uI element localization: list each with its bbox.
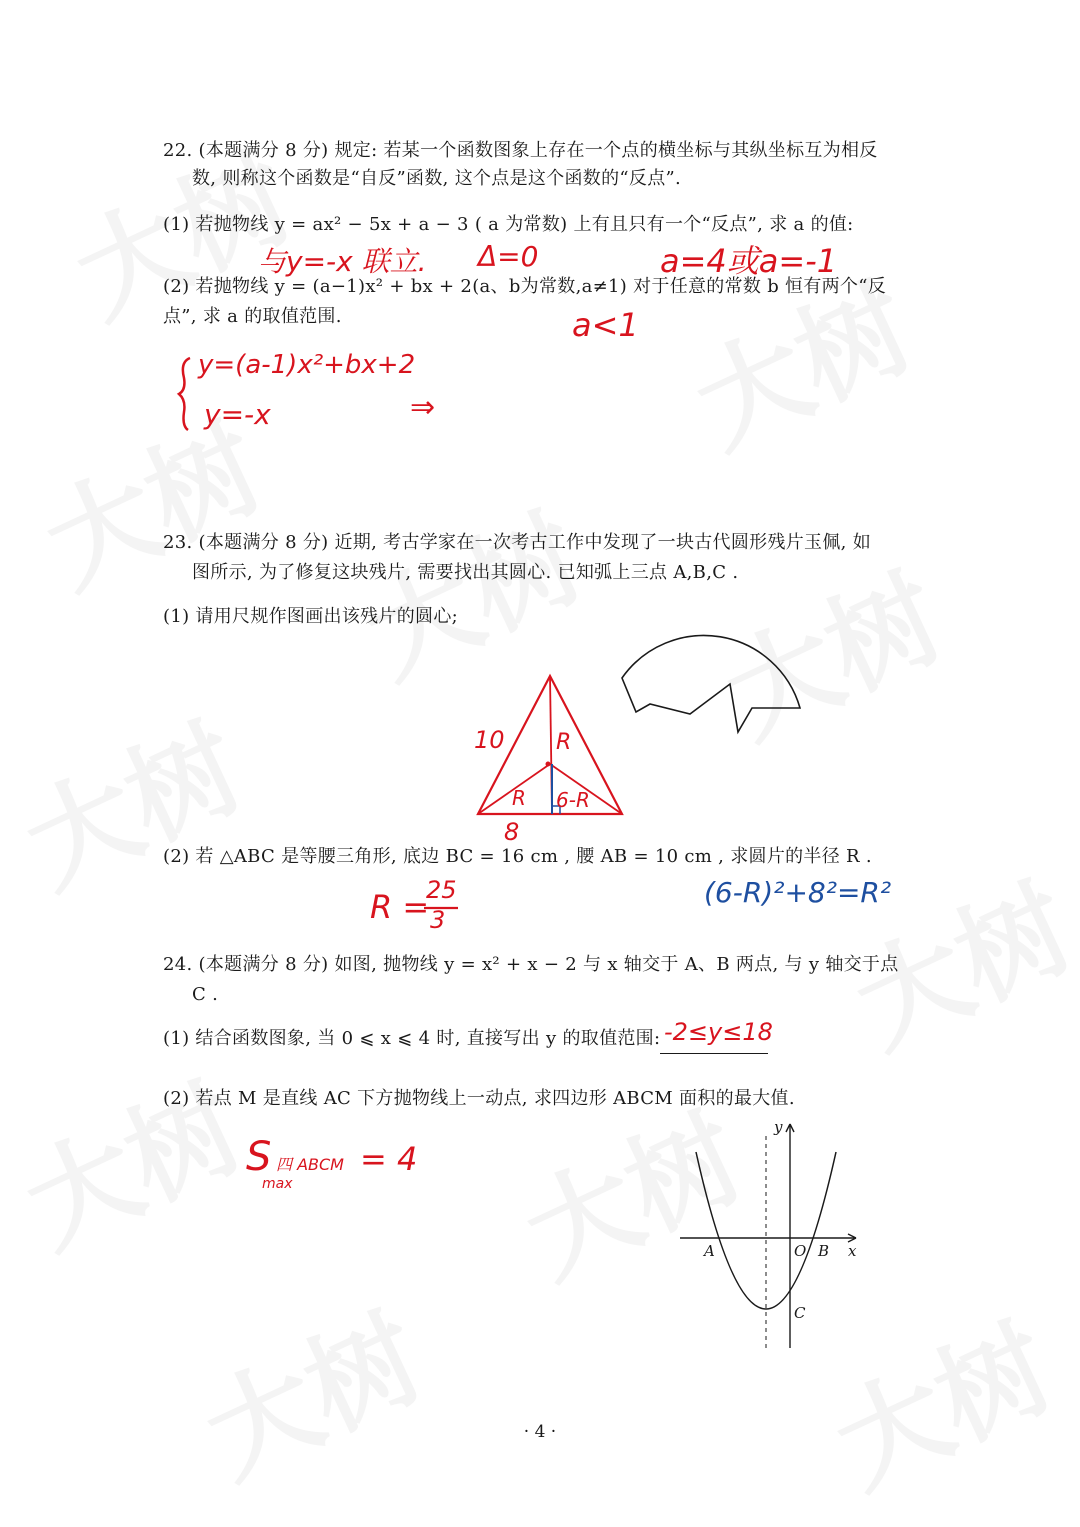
jade-fragment-figure [610, 608, 810, 738]
q23-hand-label-10: 10 [474, 726, 505, 754]
q22-hand-system-2: y=-x [204, 398, 271, 431]
q22-hand-part1-b: Δ=0 [478, 240, 539, 273]
q23-hand-answer-R: R = [370, 888, 430, 926]
page-number: · 4 · [523, 1422, 557, 1442]
q23-header-line2: 图所示, 为了修复这块残片, 需要找出其圆心. 已知弧上三点 A,B,C . [192, 562, 739, 583]
q22-hand-part1-a: 与y=-x 联立. [258, 245, 427, 278]
q22-hand-arrow: ⇒ [410, 390, 436, 425]
q24-header-line2: C . [192, 984, 219, 1005]
q22-header-line2: 数, 则称这个函数是“自反”函数, 这个点是这个函数的“反点”. [192, 168, 682, 189]
graph-label-C: C [794, 1304, 806, 1322]
q23-hand-label-R1: R [556, 730, 572, 755]
q22-part2-line2: 点”, 求 a 的取值范围. [163, 306, 342, 327]
q22-hand-system-1: y=(a-1)x²+bx+2 [198, 350, 416, 380]
q22-part1: (1) 若抛物线 y = ax² − 5x + a − 3 ( a 为常数) 上有且只有一个“反点”, 求 a 的值: [163, 214, 854, 235]
q23-hand-label-6R: 6-R [556, 788, 590, 812]
q23-hand-label-R2: R [512, 786, 526, 810]
watermark [177, 1271, 443, 1507]
q22-hand-part2-answer: a<1 [572, 306, 639, 344]
q22-hand-brace [176, 356, 196, 432]
q24-header-line1: 24. (本题满分 8 分) 如图, 抛物线 y = x² + x − 2 与 x 轴交于 A、B 两点, 与 y 轴交于点 [163, 954, 899, 975]
watermark [0, 681, 263, 917]
q23-hand-label-8: 8 [504, 818, 520, 846]
q24-part2: (2) 若点 M 是直线 AC 下方抛物线上一动点, 求四边形 ABCM 面积的最大值. [163, 1088, 795, 1109]
watermark [0, 1041, 263, 1277]
q24-hand-part2-max: max [262, 1176, 293, 1192]
q23-part1: (1) 请用尺规作图画出该残片的圆心; [163, 606, 458, 627]
graph-label-O: O [794, 1242, 807, 1260]
q24-hand-part2-s: S [246, 1134, 272, 1180]
graph-label-A: A [704, 1242, 716, 1260]
q22-hand-part1-c: a=4或a=-1 [660, 242, 838, 280]
q23-hand-equation: (6-R)²+8²=R² [704, 876, 892, 909]
q24-part1-text: (1) 结合函数图象, 当 0 ⩽ x ⩽ 4 时, 直接写出 y 的取值范围: [163, 1028, 661, 1049]
q23-hand-answer-num: 25 [426, 876, 457, 904]
graph-label-x: x [848, 1242, 857, 1260]
q22-header-line1: 22. (本题满分 8 分) 规定: 若某一个函数图象上存在一个点的横坐标与其纵坐标互为相反 [163, 140, 878, 161]
graph-label-B: B [818, 1242, 830, 1260]
q23-header-line1: 23. (本题满分 8 分) 近期, 考古学家在一次考古工作中发现了一块古代圆形残片玉佩, 如 [163, 532, 871, 553]
q24-hand-part2-eq: = 4 [360, 1140, 418, 1178]
q22-part2-line1: (2) 若抛物线 y = (a−1)x² + bx + 2(a、b为常数,a≠1) 对于任意的常数 b 恒有两个“反 [163, 276, 887, 297]
q23-hand-answer-den: 3 [430, 906, 446, 934]
graph-label-y: y [774, 1118, 783, 1136]
q24-hand-part1: -2≤y≤18 [664, 1018, 773, 1046]
q23-part2: (2) 若 △ABC 是等腰三角形, 底边 BC = 16 cm , 腰 AB = 10 cm , 求圆片的半径 R . [163, 846, 872, 867]
q24-hand-part2-sub: 四 ABCM [276, 1155, 344, 1174]
